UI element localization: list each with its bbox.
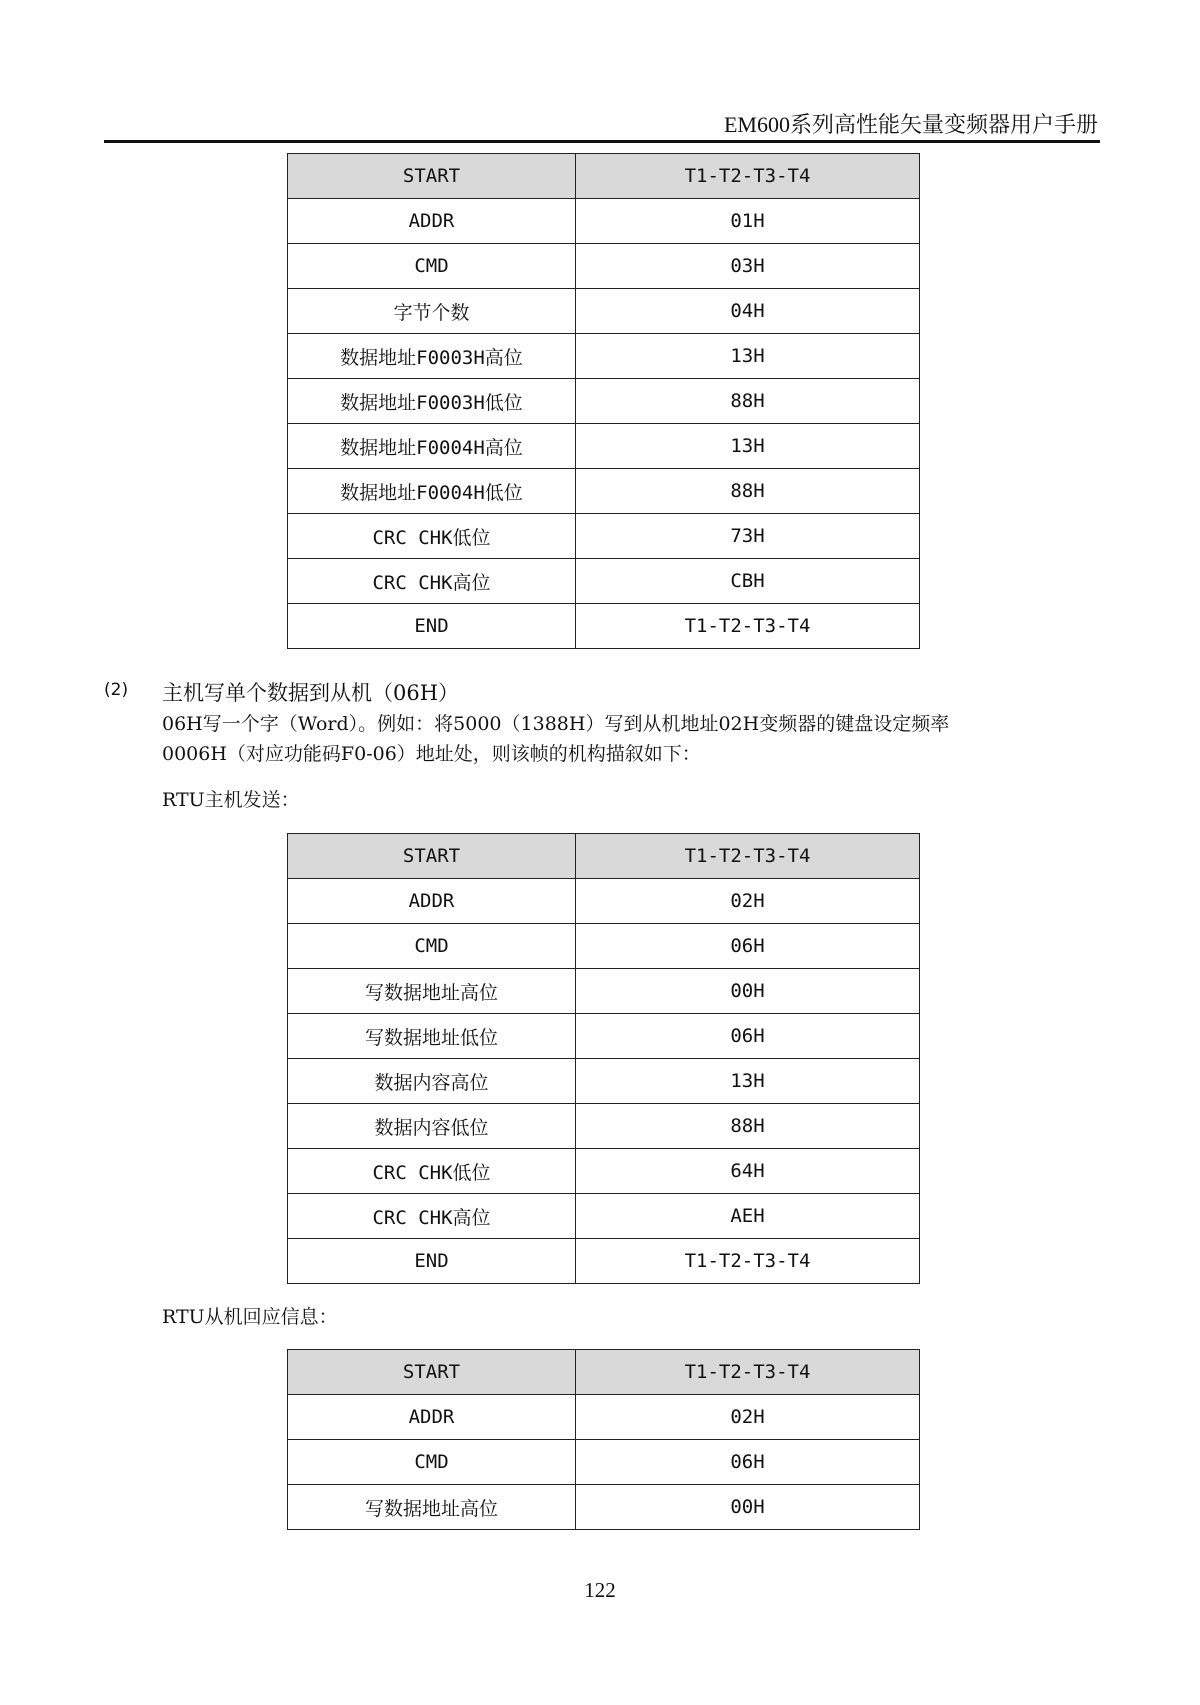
value-cell: 13H bbox=[576, 334, 920, 379]
field-cell: CRC CHK高位 bbox=[288, 559, 576, 604]
field-cell: START bbox=[288, 1350, 576, 1395]
field-cell: ADDR bbox=[288, 879, 576, 924]
table-row bbox=[288, 244, 920, 289]
field-cell: ADDR bbox=[288, 1395, 576, 1440]
field-cell: CMD bbox=[288, 1440, 576, 1485]
table-row bbox=[288, 379, 920, 424]
field-cell: CRC CHK高位 bbox=[288, 1194, 576, 1239]
rtu-master-send-label: RTU主机发送： bbox=[162, 789, 300, 811]
body-text-line: 0006H（对应功能码F0-06）地址处，则该帧的机构描叙如下： bbox=[162, 743, 701, 765]
table-row bbox=[288, 514, 920, 559]
field-cell: 数据内容高位 bbox=[288, 1059, 576, 1104]
value-cell: T1-T2-T3-T4 bbox=[576, 834, 920, 879]
field-cell: 数据地址F0004H低位 bbox=[288, 469, 576, 514]
table-row bbox=[288, 1014, 920, 1059]
table-row bbox=[288, 1440, 920, 1485]
value-cell: 13H bbox=[576, 424, 920, 469]
field-cell: CMD bbox=[288, 924, 576, 969]
table-row bbox=[288, 1485, 920, 1530]
table-header-row bbox=[288, 154, 920, 199]
value-cell: T1-T2-T3-T4 bbox=[576, 154, 920, 199]
field-cell: END bbox=[288, 604, 576, 649]
write-request-frame-table bbox=[287, 833, 920, 1284]
table-row bbox=[288, 424, 920, 469]
body-text-line: 06H写一个字（Word）。例如：将5000（1388H）写到从机地址02H变频器的键盘设定频率 bbox=[162, 713, 950, 735]
value-cell: 02H bbox=[576, 1395, 920, 1440]
field-cell: START bbox=[288, 154, 576, 199]
value-cell: 13H bbox=[576, 1059, 920, 1104]
value-cell: 06H bbox=[576, 1440, 920, 1485]
field-cell: 字节个数 bbox=[288, 289, 576, 334]
value-cell: 73H bbox=[576, 514, 920, 559]
field-cell: 数据地址F0003H低位 bbox=[288, 379, 576, 424]
field-cell: ADDR bbox=[288, 199, 576, 244]
table-row bbox=[288, 1149, 920, 1194]
field-cell: START bbox=[288, 834, 576, 879]
table-row bbox=[288, 469, 920, 514]
field-cell: 数据地址F0004H高位 bbox=[288, 424, 576, 469]
table-header-row bbox=[288, 834, 920, 879]
value-cell: 00H bbox=[576, 1485, 920, 1530]
value-cell: T1-T2-T3-T4 bbox=[576, 1239, 920, 1284]
table-row bbox=[288, 924, 920, 969]
field-cell: CRC CHK低位 bbox=[288, 1149, 576, 1194]
read-response-frame-table bbox=[287, 153, 920, 649]
table-row bbox=[288, 1239, 920, 1284]
item-marker: (2) bbox=[104, 680, 129, 700]
table-row bbox=[288, 199, 920, 244]
value-cell: AEH bbox=[576, 1194, 920, 1239]
section-title: 主机写单个数据到从机（06H） bbox=[162, 681, 460, 705]
value-cell: T1-T2-T3-T4 bbox=[576, 604, 920, 649]
value-cell: 01H bbox=[576, 199, 920, 244]
table-row bbox=[288, 559, 920, 604]
table-row bbox=[288, 969, 920, 1014]
value-cell: T1-T2-T3-T4 bbox=[576, 1350, 920, 1395]
value-cell: 88H bbox=[576, 469, 920, 514]
table-row bbox=[288, 1395, 920, 1440]
value-cell: 88H bbox=[576, 379, 920, 424]
field-cell: CMD bbox=[288, 244, 576, 289]
field-cell: END bbox=[288, 1239, 576, 1284]
field-cell: 数据地址F0003H高位 bbox=[288, 334, 576, 379]
table-row bbox=[288, 334, 920, 379]
table-header-row bbox=[288, 1350, 920, 1395]
table-row bbox=[288, 289, 920, 334]
table-row bbox=[288, 1104, 920, 1149]
table-row bbox=[288, 604, 920, 649]
write-response-frame-table bbox=[287, 1349, 920, 1530]
table-row bbox=[288, 879, 920, 924]
field-cell: 写数据地址低位 bbox=[288, 1014, 576, 1059]
table-row bbox=[288, 1059, 920, 1104]
value-cell: 88H bbox=[576, 1104, 920, 1149]
value-cell: 00H bbox=[576, 969, 920, 1014]
value-cell: 64H bbox=[576, 1149, 920, 1194]
table-row bbox=[288, 1194, 920, 1239]
field-cell: 写数据地址高位 bbox=[288, 1485, 576, 1530]
value-cell: 02H bbox=[576, 879, 920, 924]
field-cell: 数据内容低位 bbox=[288, 1104, 576, 1149]
value-cell: 04H bbox=[576, 289, 920, 334]
field-cell: CRC CHK低位 bbox=[288, 514, 576, 559]
page-number: 122 bbox=[584, 1578, 616, 1602]
header-rule bbox=[104, 140, 1100, 143]
manual-title: EM600系列高性能矢量变频器用户手册 bbox=[723, 112, 1098, 137]
value-cell: CBH bbox=[576, 559, 920, 604]
rtu-slave-reply-label: RTU从机回应信息： bbox=[162, 1306, 338, 1328]
value-cell: 06H bbox=[576, 1014, 920, 1059]
value-cell: 03H bbox=[576, 244, 920, 289]
value-cell: 06H bbox=[576, 924, 920, 969]
field-cell: 写数据地址高位 bbox=[288, 969, 576, 1014]
